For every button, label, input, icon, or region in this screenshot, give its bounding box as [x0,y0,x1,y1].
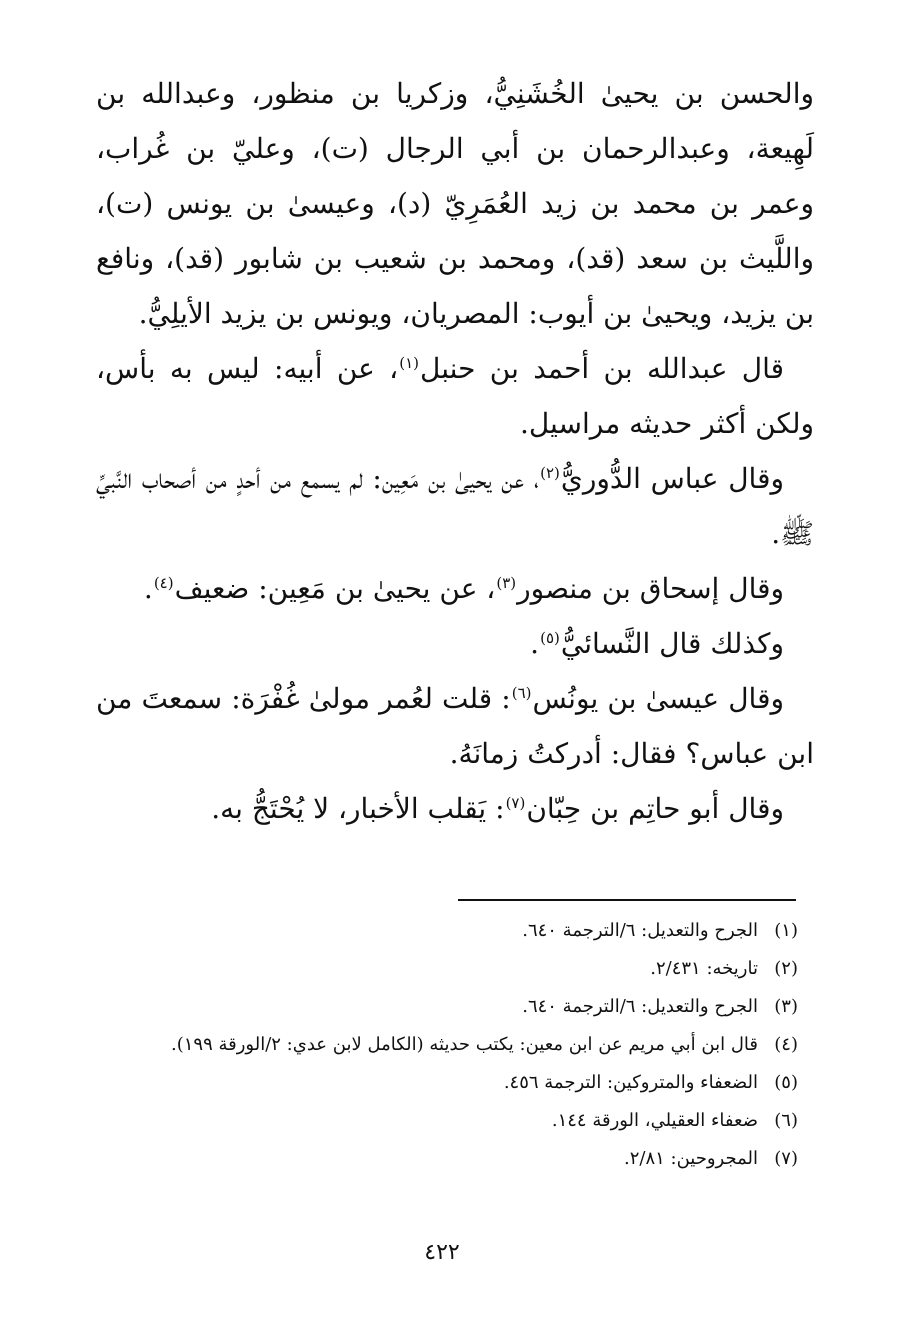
footnote-marker: (٥) [540,628,560,647]
paragraph-text: وقال إسحاق بن منصور [517,572,784,605]
footnote-text: تاريخه: ٢/٤٣١. [650,958,758,979]
footnote-item [90,912,798,950]
footnote-number: (١) [774,920,798,941]
paragraph-text: . [143,572,153,605]
footnote-number: (٢) [774,958,798,979]
footnote-item [90,1064,798,1102]
paragraph-ishaq [96,561,814,616]
paragraph-text: وقال عيسىٰ بن يونُس [532,682,784,715]
paragraph-isa [96,671,814,781]
footnote-text: ضعفاء العقيلي، الورقة ١٤٤. [551,1110,758,1131]
footnote-number: (٥) [774,1072,798,1093]
footnote-marker: (١) [399,353,420,372]
paragraph-nasai [96,616,814,671]
paragraph-text: ، عن أبيه: ليس به بأس، ولكن أكثر حديثه مراسيل. [96,352,814,440]
footnote-item [90,988,798,1026]
paragraph-ahmad [96,341,814,451]
footnote-marker: (٤) [153,573,174,592]
footnote-separator [458,899,796,901]
footnote-marker: (٦) [511,683,532,702]
footnote-marker: (٧) [505,793,526,812]
paragraph-text: ، عن يحيىٰ بن مَعِين: ضعيف [174,572,496,605]
footnote-item [90,950,798,988]
paragraph-text: : يَقلب الأخبار، لا يُحْتَجُّ به. [211,792,505,825]
footnotes [90,912,798,1178]
paragraph-text: وقال أبو حاتِم بن حِبّان [526,792,784,825]
footnote-number: (٣) [774,996,798,1017]
main-text [96,66,814,836]
footnote-item [90,1102,798,1140]
paragraph-narrators: والحسن بن يحيىٰ الخُشَنِيُّ، وزكريا بن منظور، وعبدالله بن لَهِيعة، وعبدالرحمان بن أبي الرجال (ت)، وعليّ بن غُراب، وعمر بن محمد بن زيد العُمَرِيّ (د)، وعيسىٰ بن يونس (ت)، واللَّيث بن سعد (قد)، ومحمد بن شعيب بن شابور (قد)، ونافع بن يزيد، ويحيىٰ بن أيوب: المصريان، ويونس بن يزيد الأيلِيُّ. [96,77,814,330]
paragraph-duri [96,451,814,561]
footnote-text: الجرح والتعديل: ٦/الترجمة ٦٤٠. [522,996,758,1017]
footnote-number: (٤) [774,1034,798,1055]
footnote-text: الجرح والتعديل: ٦/الترجمة ٦٤٠. [522,920,758,941]
paragraph-text: وقال عباس الدُّوريُّ [560,462,784,495]
footnote-number: (٦) [774,1110,798,1131]
footnote-item [90,1026,798,1064]
footnote-text: الضعفاء والمتروكين: الترجمة ٤٥٦. [503,1072,758,1093]
paragraph-text: قال عبدالله بن أحمد بن حنبل [420,352,784,385]
paragraph-text: وكذلك قال النَّسائيُّ [560,627,784,660]
paragraph-text: . [530,627,540,660]
footnote-marker: (٢) [540,463,560,482]
footnote-item [90,1140,798,1178]
footnote-marker: (٣) [496,573,517,592]
paragraph-ibn-hibban [96,781,814,836]
page-number: ٤٢٢ [424,1240,460,1265]
paragraph-text: : قلت لعُمر مولىٰ غُفْرَة: سمعتَ من ابن عباس؟ فقال: أدركتُ زمانَهُ. [96,682,814,770]
footnote-text: قال ابن أبي مريم عن ابن معين: يكتب حديثه (الكامل لابن عدي: ٢/الورقة ١٩٩). [170,1034,758,1055]
footnote-text: المجروحين: ٢/٨١. [624,1148,758,1169]
paragraph-text: ، عن يحيىٰ بن مَعِين: لم يسمع من أحدٍ من أصحاب النَّبيِّ ﷺ. [96,462,814,550]
footnote-number: (٧) [774,1148,798,1169]
